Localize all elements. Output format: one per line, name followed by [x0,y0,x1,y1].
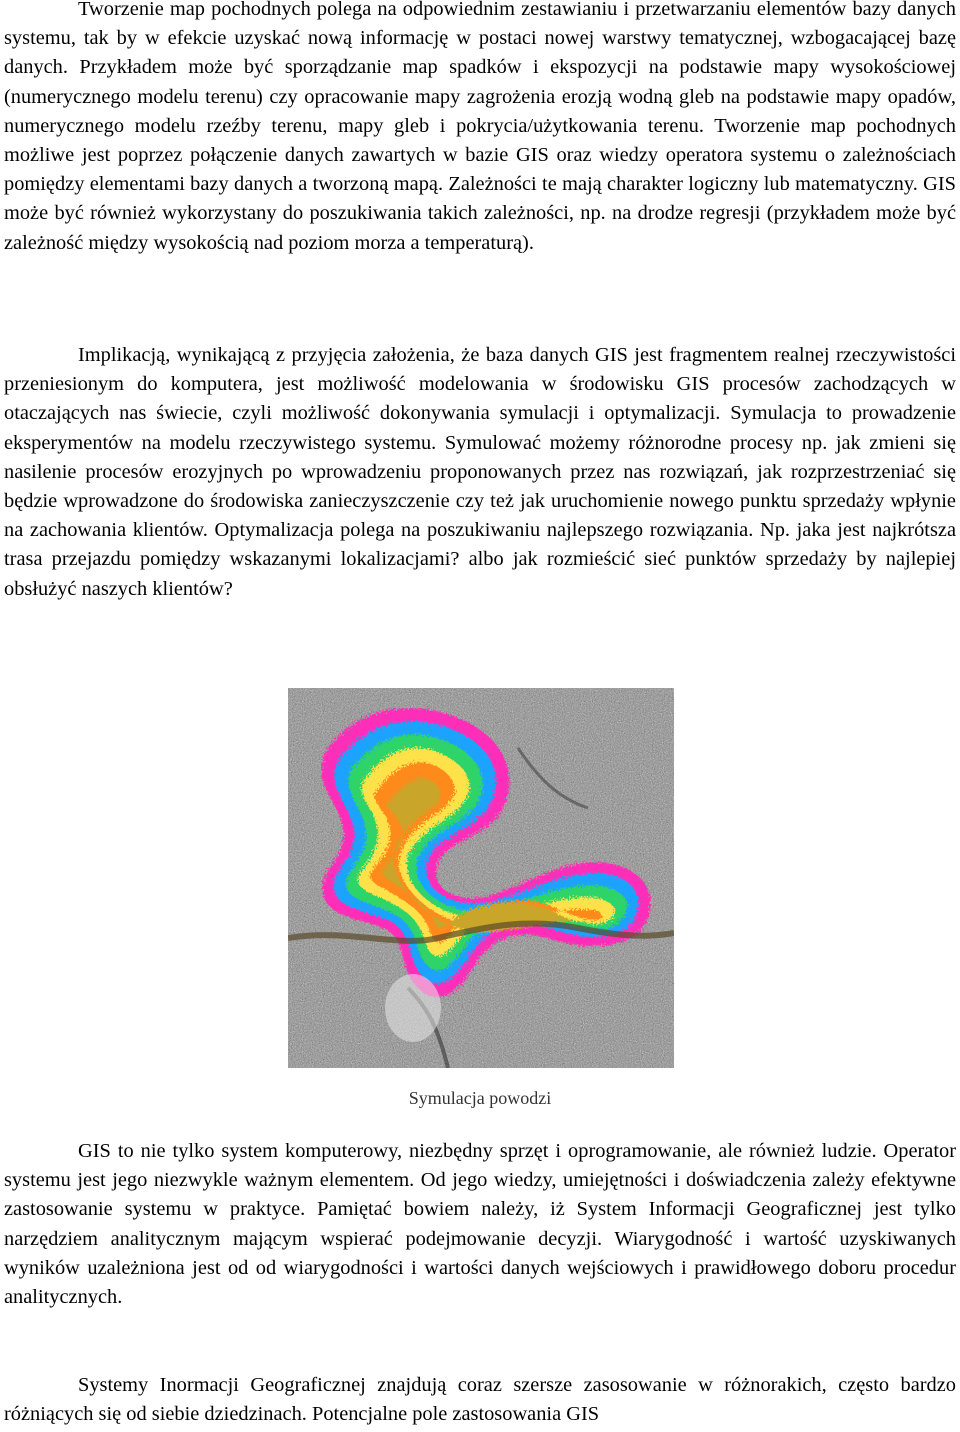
paragraph-gis-applications: Systemy Inormacji Geograficznej znajdują coraz szersze zasosowanie w różnorakich, często bardzo różniących się od siebie dziedzinach. Potencjalne pole zastosowania GIS [4,1374,956,1426]
flood-simulation-image [288,688,674,1068]
paragraph-derived-maps: Tworzenie map pochodnych polega na odpowiednim zestawianiu i przetwarzaniu elementów bazy danych systemu, tak by w efekcie uzyskać nową informację w postaci nowej warstwy tematycznej, wzbogacającej bazę danych. Przykładem może być sporządzanie map spadków i ekspozycji na podstawie mapy wysokościowej (numerycznego modelu terenu) czy opracowanie mapy zagrożenia erozją wodną gleb na podstawie mapy opadów, numerycznego modelu rzeźby terenu, mapy gleb i pokrycia/użytkowania terenu. Tworzenie map pochodnych możliwe jest poprzez połączenie danych zawartych w bazie GIS oraz wiedzy operatora systemu o zależnościach pomiędzy elementami bazy danych a tworzoną mapą. Zależności te mają charakter logiczny lub matematyczny. GIS może być również wykorzystany do poszukiwania takich zależności, np. na drodze regresji (przykładem może być zależność między wysokością nad poziom morza a temperaturą). [4,0,956,254]
figure-caption: Symulacja powodzi [408,1088,552,1108]
paragraph-gis-people: GIS to nie tylko system komputerowy, niezbędny sprzęt i oprogramowanie, ale również ludzie. Operator systemu jest jego niezwykle ważnym elementem. Od jego wiedzy, umiejętności i doświadczenia zależy efektywne zastosowanie systemu w praktyce. Pamiętać bowiem należy, iż System Informacji Geograficznej jest tylko narzędziem analitycznym mającym wspierać podejmowanie decyzji. Wiarygodność i wartość uzyskiwanych wyników uzależniona jest od od wiarygodności i wartości danych wejściowych i prawidłowego doboru procedur analitycznych. [4,1140,956,1309]
paragraph-simulation-optimization: Implikacją, wynikającą z przyjęcia założenia, że baza danych GIS jest fragmentem realnej rzeczywistości przeniesionym do komputera, jest możliwość modelowania w środowisku GIS procesów zachodzących w otaczających nas świecie, czyli możliwość dokonywania symulacji i optymalizacji. Symulacja to prowadzenie eksperymentów na modelu rzeczywistego systemu. Symulować możemy różnorodne procesy np. jak zmieni się nasilenie procesów erozyjnych po wprowadzeniu proponowanych przez nas rozwiązań, jak rozprzestrzeniać się będzie wprowadzone do środowiska zanieczyszczenie czy też jak uruchomienie nowego punktu sprzedaży wpłynie na zachowania klientów. Optymalizacja polega na poszukiwaniu najlepszego rozwiązania. Np. jaka jest najkrótsza trasa przejazdu pomiędzy wskazanymi lokalizacjami? albo jak rozmieścić sieć punktów sprzedaży by najlepiej obsłużyć naszych klientów? [4,344,956,600]
